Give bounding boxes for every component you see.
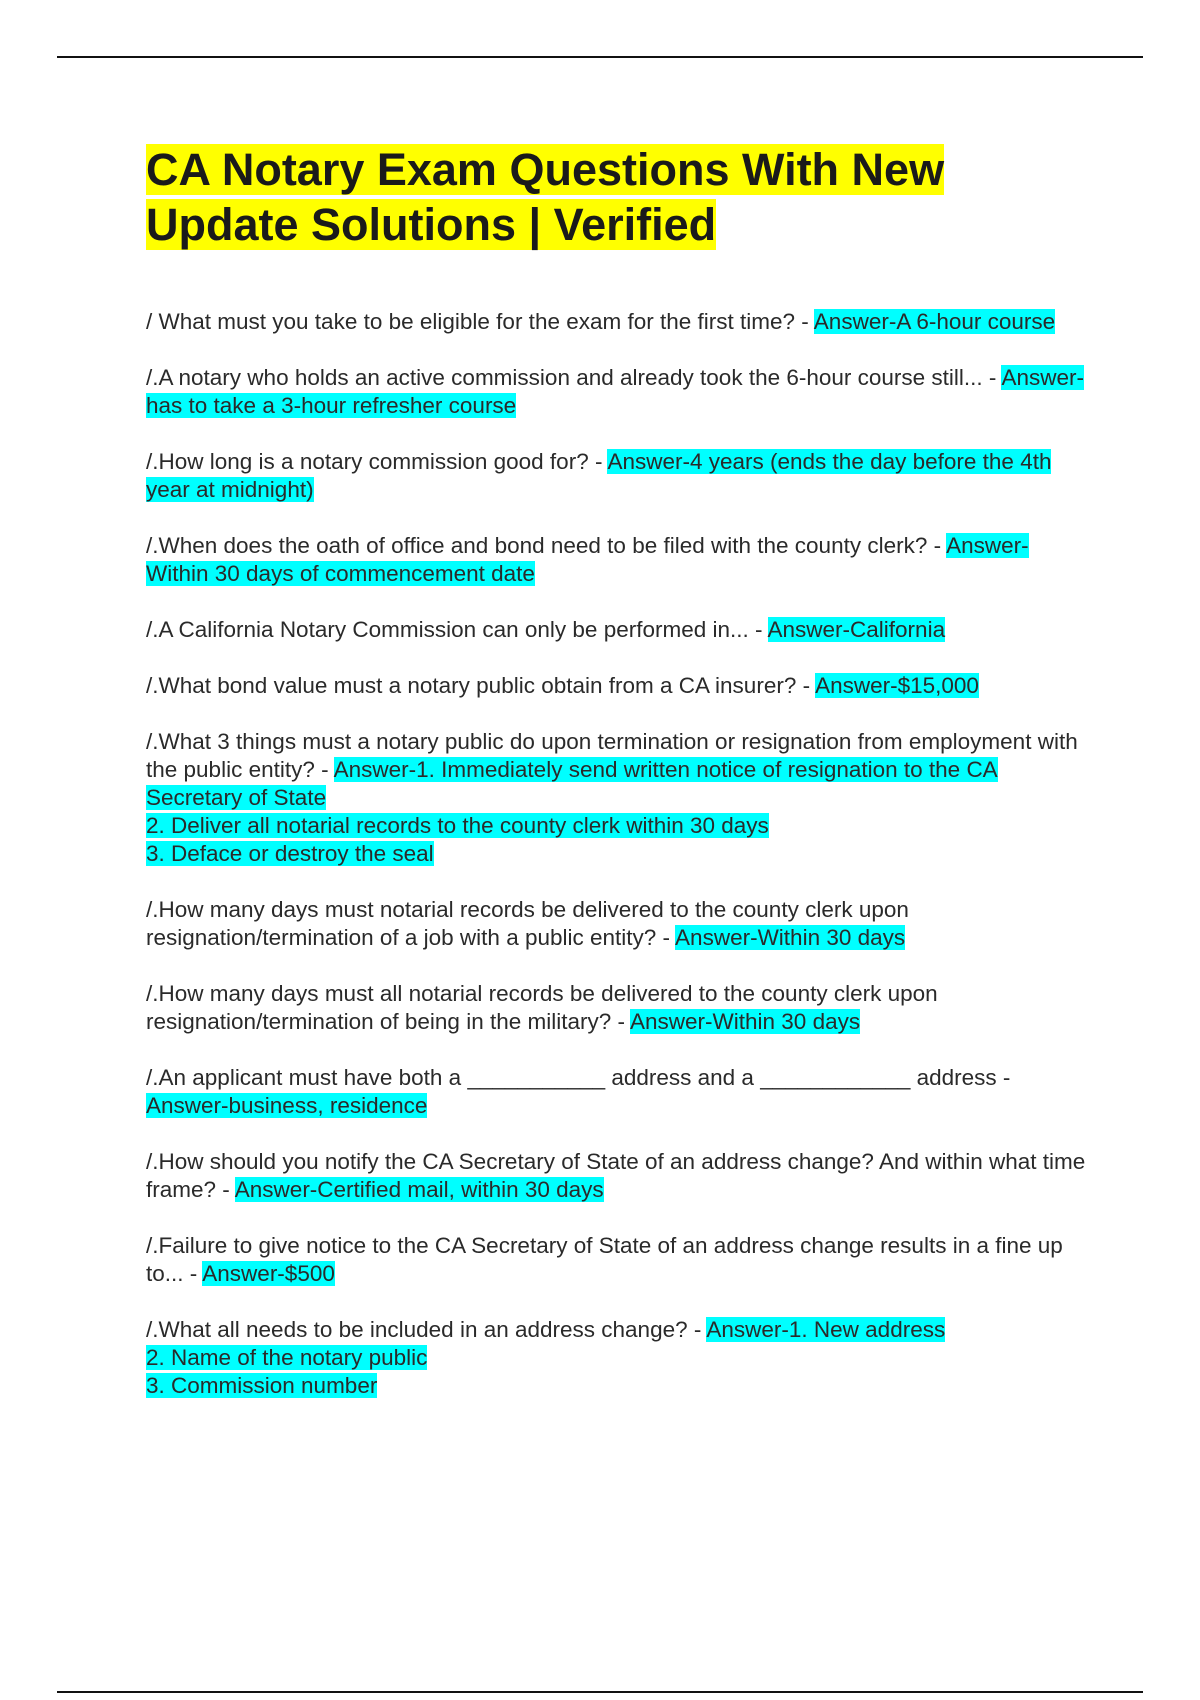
qa-item [146,616,1086,644]
qa-item [146,308,1086,336]
answer-text: Answer-has to take a 3-hour refresher course [146,365,1084,418]
answer-text: 3. Commission number [146,1373,378,1398]
question-text: /.What 3 things must a notary public do upon termination or resignation from employment with the public entity? - [146,729,1078,782]
question-text: /.What all needs to be included in an address change? - [146,1317,707,1342]
qa-item [146,1064,1086,1120]
answer-text: Answer-1. New address [706,1317,946,1342]
question-text: /.How should you notify the CA Secretary of State of an address change? And within what time frame? - [146,1149,1086,1202]
qa-item [146,1316,1086,1400]
answer-text: Answer-A 6-hour course [813,309,1056,334]
answer-text: Answer-1. Immediately send written notice of resignation to the CA Secretary of State [146,757,998,810]
answer-text: Answer-Within 30 days [675,925,906,950]
question-text: /.An applicant must have both a ___________ address and a ____________ address - [146,1065,1011,1090]
answer-text: Answer-$15,000 [815,673,979,698]
question-text: /.How many days must notarial records be delivered to the county clerk upon resignation/termination of a job with a public entity? - [146,897,909,950]
question-text: /.How long is a notary commission good for? - [146,449,608,474]
question-text: /.How many days must all notarial records be delivered to the county clerk upon resignation/termination of being in the military? - [146,981,938,1034]
title-line-1: CA Notary Exam Questions With New [146,144,945,195]
qa-item [146,672,1086,700]
question-text: /.What bond value must a notary public obtain from a CA insurer? - [146,673,816,698]
answer-text: Answer-4 years (ends the day before the 4th year at midnight) [146,449,1052,502]
answer-text: 2. Name of the notary public [146,1345,428,1370]
title-line-2: Update Solutions | Verified [146,199,717,250]
top-rule [57,56,1143,58]
qa-item [146,1148,1086,1204]
answer-text: Answer-Certified mail, within 30 days [234,1177,604,1202]
bottom-rule [57,1691,1143,1693]
question-text: /.A California Notary Commission can only be performed in... - [146,617,768,642]
answer-text: Answer-California [767,617,946,642]
document-body [146,142,1086,1428]
qa-item [146,980,1086,1036]
answer-text: 2. Deliver all notarial records to the county clerk within 30 days [146,813,769,838]
question-text: / What must you take to be eligible for the exam for the first time? - [146,309,814,334]
question-text: /.A notary who holds an active commission and already took the 6-hour course still... - [146,365,1002,390]
qa-item [146,532,1086,588]
qa-item [146,448,1086,504]
answer-text: Answer-business, residence [146,1093,428,1118]
document-title [146,142,1086,252]
qa-item [146,1232,1086,1288]
answer-text: Answer-Within 30 days [630,1009,861,1034]
question-text: /.Failure to give notice to the CA Secretary of State of an address change results in a fine up to... - [146,1233,1063,1286]
question-text: /.When does the oath of office and bond need to be filed with the county clerk? - [146,533,947,558]
qa-item [146,896,1086,952]
qa-item [146,728,1086,868]
answer-text: Answer-Within 30 days of commencement date [146,533,1029,586]
qa-list [146,308,1086,1400]
answer-text: Answer-$500 [202,1261,335,1286]
answer-text: 3. Deface or destroy the seal [146,841,434,866]
qa-item [146,364,1086,420]
